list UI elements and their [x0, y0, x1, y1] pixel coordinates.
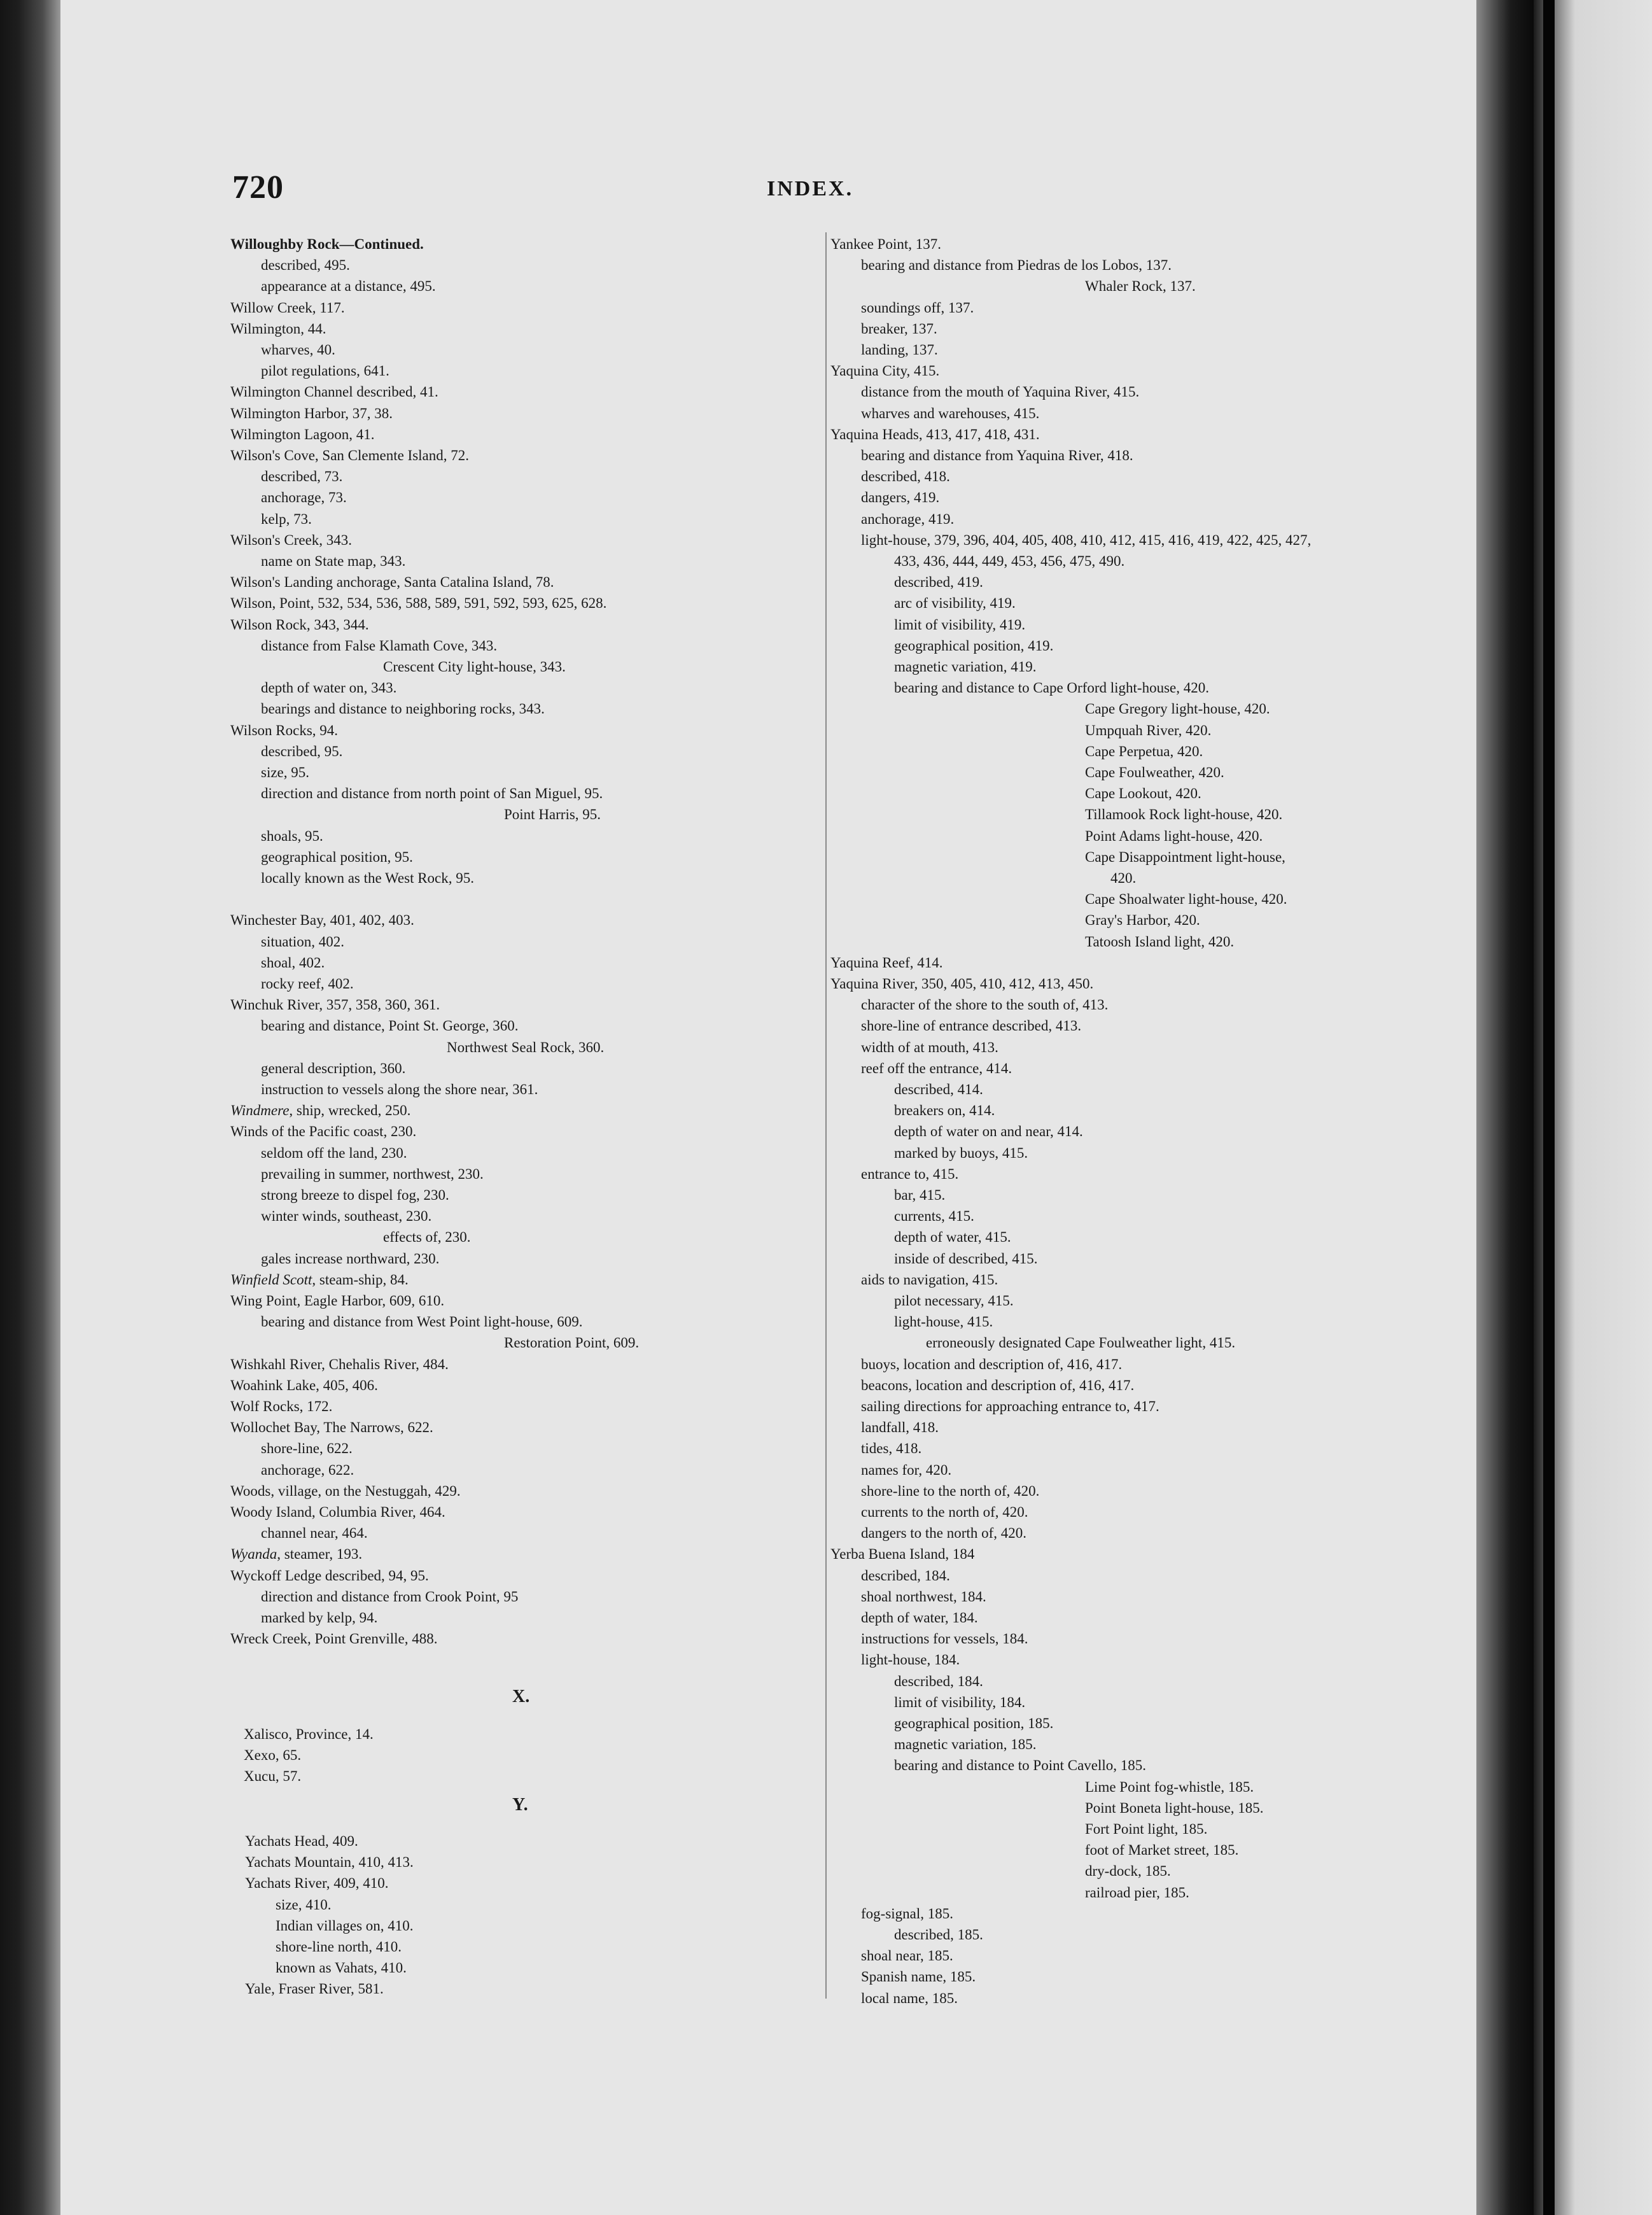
index-subentry: sailing directions for approaching entrance to, 417. — [861, 1398, 1159, 1414]
index-subentry: 420. — [1110, 870, 1137, 886]
index-subentry: Cape Lookout, 420. — [1085, 785, 1201, 802]
index-entry: Wing Point, Eagle Harbor, 609, 610. — [230, 1293, 445, 1309]
index-subentry: character of the shore to the south of, 413. — [861, 997, 1109, 1013]
index-subentry: known as Vahats, 410. — [276, 1960, 407, 1976]
index-subentry: Crescent City light-house, 343. — [383, 659, 566, 675]
index-subentry: shore-line of entrance described, 413. — [861, 1018, 1082, 1034]
index-subentry: aids to navigation, 415. — [861, 1271, 998, 1288]
index-subentry: magnetic variation, 419. — [894, 659, 1037, 675]
index-subentry: described, 184. — [861, 1567, 950, 1584]
index-subentry: described, 495. — [261, 257, 350, 274]
index-entry: Winfield Scott, steam-ship, 84. — [230, 1271, 409, 1288]
index-entry: Xexo, 65. — [244, 1747, 302, 1764]
index-entry: Yaquina Heads, 413, 417, 418, 431. — [830, 426, 1040, 442]
index-subentry: marked by buoys, 415. — [894, 1144, 1028, 1161]
index-subentry: geographical position, 419. — [894, 637, 1054, 654]
index-subentry: strong breeze to dispel fog, 230. — [261, 1187, 449, 1203]
index-subentry: Point Boneta light-house, 185. — [1085, 1799, 1264, 1816]
index-subentry: Cape Disappointment light-house, — [1085, 848, 1285, 865]
index-subentry: instructions for vessels, 184. — [861, 1631, 1028, 1647]
index-entry: Yachats Head, 409. — [245, 1833, 358, 1849]
index-subentry: distance from False Klamath Cove, 343. — [261, 637, 498, 654]
index-subentry: magnetic variation, 185. — [894, 1736, 1037, 1753]
index-subentry: appearance at a distance, 495. — [261, 278, 436, 295]
index-subentry: anchorage, 622. — [261, 1461, 354, 1478]
index-entry: Wilson Rocks, 94. — [230, 722, 339, 738]
index-subentry: fog-signal, 185. — [861, 1905, 954, 1922]
index-subentry: names for, 420. — [861, 1461, 952, 1478]
index-subentry: anchorage, 419. — [861, 510, 955, 527]
index-subentry: Lime Point fog-whistle, 185. — [1085, 1778, 1254, 1795]
index-subentry: shore-line north, 410. — [276, 1939, 402, 1955]
index-subentry: Point Harris, 95. — [504, 806, 601, 823]
index-entry: Yaquina City, 415. — [830, 363, 940, 379]
index-subentry: effects of, 230. — [383, 1229, 471, 1246]
index-entry: Willoughby Rock—Continued. — [230, 236, 424, 252]
index-subentry: wharves and warehouses, 415. — [861, 405, 1040, 421]
index-subentry: 433, 436, 444, 449, 453, 456, 475, 490. — [894, 553, 1125, 569]
index-subentry: entrance to, 415. — [861, 1165, 959, 1182]
index-subentry: Indian villages on, 410. — [276, 1917, 414, 1934]
index-subentry: marked by kelp, 94. — [261, 1610, 378, 1626]
column-divider — [825, 232, 827, 1999]
index-subentry: geographical position, 185. — [894, 1715, 1054, 1731]
index-subentry: bearing and distance to Point Cavello, 185. — [894, 1757, 1147, 1774]
index-subentry: local name, 185. — [861, 1990, 958, 2006]
index-subentry: Restoration Point, 609. — [504, 1335, 640, 1351]
index-entry: Wilmington Lagoon, 41. — [230, 426, 375, 442]
index-entry: Winds of the Pacific coast, 230. — [230, 1123, 417, 1140]
index-subentry: light-house, 415. — [894, 1314, 993, 1330]
index-entry: Yankee Point, 137. — [830, 236, 942, 252]
index-subentry: bearing and distance from Yaquina River, 418. — [861, 447, 1133, 463]
index-subentry: Gray's Harbor, 420. — [1085, 912, 1200, 929]
index-subentry: seldom off the land, 230. — [261, 1144, 407, 1161]
index-subentry: beacons, location and description of, 416, 417. — [861, 1377, 1135, 1393]
index-entry: Winchuk River, 357, 358, 360, 361. — [230, 997, 440, 1013]
index-subentry: erroneously designated Cape Foulweather light, 415. — [926, 1335, 1236, 1351]
index-subentry: dangers, 419. — [861, 489, 940, 506]
index-entry: Windmere, ship, wrecked, 250. — [230, 1102, 411, 1119]
index-entry: Wilson's Landing anchorage, Santa Catalina Island, 78. — [230, 574, 554, 591]
index-subentry: limit of visibility, 419. — [894, 616, 1026, 633]
index-entry: Yale, Fraser River, 581. — [245, 1981, 384, 1997]
index-subentry: depth of water, 184. — [861, 1610, 978, 1626]
index-entry: Yaquina River, 350, 405, 410, 412, 413, 450. — [830, 976, 1094, 992]
index-subentry: anchorage, 73. — [261, 489, 347, 506]
index-subentry: landfall, 418. — [861, 1419, 939, 1436]
index-entry: Wilson's Cove, San Clemente Island, 72. — [230, 447, 470, 463]
index-subentry: general description, 360. — [261, 1060, 406, 1076]
index-subentry: Fort Point light, 185. — [1085, 1821, 1208, 1837]
index-entry: Wilmington Harbor, 37, 38. — [230, 405, 393, 421]
index-subentry: shoal northwest, 184. — [861, 1588, 986, 1605]
index-subentry: foot of Market street, 185. — [1085, 1842, 1239, 1859]
index-subentry: light-house, 184. — [861, 1652, 960, 1668]
index-subentry: Spanish name, 185. — [861, 1969, 976, 1985]
index-subentry: limit of visibility, 184. — [894, 1694, 1026, 1710]
index-subentry: shoals, 95. — [261, 827, 323, 844]
index-subentry: arc of visibility, 419. — [894, 595, 1016, 612]
index-subentry: described, 418. — [861, 468, 950, 485]
index-subentry: depth of water on, 343. — [261, 680, 397, 696]
index-entry: Woods, village, on the Nestuggah, 429. — [230, 1482, 461, 1499]
index-entry: Wishkahl River, Chehalis River, 484. — [230, 1356, 449, 1372]
index-entry: Woody Island, Columbia River, 464. — [230, 1504, 445, 1520]
index-subentry: described, 414. — [894, 1081, 983, 1097]
page-title: INDEX. — [767, 177, 854, 200]
index-subentry: breaker, 137. — [861, 320, 937, 337]
index-subentry: railroad pier, 185. — [1085, 1884, 1189, 1901]
index-entry: Wollochet Bay, The Narrows, 622. — [230, 1419, 433, 1436]
index-entry: Wreck Creek, Point Grenville, 488. — [230, 1631, 438, 1647]
index-entry: Yachats River, 409, 410. — [245, 1875, 389, 1892]
index-subentry: direction and distance from north point of San Miguel, 95. — [261, 785, 603, 802]
index-subentry: Whaler Rock, 137. — [1085, 278, 1196, 295]
index-subentry: dangers to the north of, 420. — [861, 1525, 1026, 1542]
index-subentry: situation, 402. — [261, 933, 344, 950]
index-subentry: bearings and distance to neighboring rocks, 343. — [261, 701, 545, 717]
index-subentry: soundings off, 137. — [861, 299, 974, 316]
index-subentry: geographical position, 95. — [261, 848, 413, 865]
book-gutter — [1476, 0, 1534, 2215]
index-subentry: bearing and distance from Piedras de los Lobos, 137. — [861, 257, 1172, 274]
index-subentry: pilot necessary, 415. — [894, 1293, 1014, 1309]
index-subentry: shoal, 402. — [261, 954, 325, 971]
page-number: 720 — [232, 169, 284, 206]
index-subentry: described, 184. — [894, 1673, 983, 1689]
index-entry: Xalisco, Province, 14. — [244, 1726, 374, 1742]
index-subentry: kelp, 73. — [261, 510, 312, 527]
index-subentry: Cape Perpetua, 420. — [1085, 743, 1203, 759]
index-subentry: wharves, 40. — [261, 342, 335, 358]
index-subentry: bearing and distance to Cape Orford light-house, 420. — [894, 680, 1210, 696]
index-subentry: name on State map, 343. — [261, 553, 406, 569]
index-subentry: channel near, 464. — [261, 1525, 368, 1542]
index-subentry: reef off the entrance, 414. — [861, 1060, 1012, 1076]
section-letter-y: Y. — [512, 1795, 528, 1815]
index-subentry: described, 95. — [261, 743, 343, 759]
index-subentry: Cape Gregory light-house, 420. — [1085, 701, 1270, 717]
index-subentry: shore-line, 622. — [261, 1440, 353, 1457]
index-entry: Yachats Mountain, 410, 413. — [245, 1854, 414, 1871]
index-subentry: tides, 418. — [861, 1440, 922, 1457]
index-subentry: dry-dock, 185. — [1085, 1863, 1171, 1880]
index-subentry: light-house, 379, 396, 404, 405, 408, 410, 412, 415, 416, 419, 422, 425, 427, — [861, 531, 1312, 548]
index-entry: Wilmington Channel described, 41. — [230, 384, 438, 400]
index-subentry: described, 73. — [261, 468, 343, 485]
index-entry: Wilson's Creek, 343. — [230, 531, 353, 548]
facing-page-shadow — [1543, 0, 1555, 2215]
index-entry: Yerba Buena Island, 184 — [830, 1546, 975, 1563]
index-subentry: Cape Foulweather, 420. — [1085, 764, 1224, 780]
index-entry: Wilson, Point, 532, 534, 536, 588, 589, 591, 592, 593, 625, 628. — [230, 595, 607, 612]
index-entry: Wyckoff Ledge described, 94, 95. — [230, 1567, 429, 1584]
index-subentry: Umpquah River, 420. — [1085, 722, 1212, 738]
index-entry: Xucu, 57. — [244, 1768, 302, 1785]
index-subentry: shoal near, 185. — [861, 1948, 953, 1964]
index-subentry: distance from the mouth of Yaquina River, 415. — [861, 384, 1140, 400]
index-subentry: size, 410. — [276, 1896, 332, 1913]
index-subentry: Point Adams light-house, 420. — [1085, 827, 1263, 844]
index-subentry: pilot regulations, 641. — [261, 363, 389, 379]
index-subentry: currents to the north of, 420. — [861, 1504, 1028, 1520]
index-subentry: direction and distance from Crook Point, 95 — [261, 1588, 519, 1605]
index-subentry: depth of water, 415. — [894, 1229, 1011, 1246]
index-subentry: locally known as the West Rock, 95. — [261, 870, 475, 886]
index-subentry: width of at mouth, 413. — [861, 1039, 998, 1055]
index-subentry: size, 95. — [261, 764, 310, 780]
index-entry: Wolf Rocks, 172. — [230, 1398, 333, 1414]
index-entry: Wilmington, 44. — [230, 320, 326, 337]
index-entry: Willow Creek, 117. — [230, 299, 345, 316]
index-subentry: Northwest Seal Rock, 360. — [447, 1039, 605, 1055]
index-subentry: described, 185. — [894, 1927, 983, 1943]
index-subentry: shore-line to the north of, 420. — [861, 1482, 1040, 1499]
index-subentry: currents, 415. — [894, 1208, 974, 1225]
index-subentry: buoys, location and description of, 416, 417. — [861, 1356, 1123, 1372]
index-entry: Yaquina Reef, 414. — [830, 954, 943, 971]
index-entry: Winchester Bay, 401, 402, 403. — [230, 912, 414, 929]
index-subentry: Tatoosh Island light, 420. — [1085, 933, 1235, 950]
index-subentry: bearing and distance from West Point light-house, 609. — [261, 1314, 583, 1330]
index-subentry: bar, 415. — [894, 1187, 946, 1203]
index-subentry: winter winds, southeast, 230. — [261, 1208, 432, 1225]
index-subentry: instruction to vessels along the shore near, 361. — [261, 1081, 538, 1097]
index-entry: Wilson Rock, 343, 344. — [230, 616, 369, 633]
index-subentry: landing, 137. — [861, 342, 938, 358]
index-subentry: rocky reef, 402. — [261, 976, 354, 992]
index-subentry: depth of water on and near, 414. — [894, 1123, 1083, 1140]
section-letter-x: X. — [512, 1687, 530, 1706]
index-subentry: gales increase northward, 230. — [261, 1250, 440, 1267]
index-subentry: bearing and distance, Point St. George, 360. — [261, 1018, 519, 1034]
index-subentry: Cape Shoalwater light-house, 420. — [1085, 891, 1287, 908]
index-subentry: prevailing in summer, northwest, 230. — [261, 1165, 484, 1182]
index-subentry: described, 419. — [894, 574, 983, 591]
index-entry: Wyanda, steamer, 193. — [230, 1546, 363, 1563]
index-entry: Woahink Lake, 405, 406. — [230, 1377, 378, 1393]
index-subentry: Tillamook Rock light-house, 420. — [1085, 806, 1283, 823]
index-subentry: breakers on, 414. — [894, 1102, 995, 1119]
index-subentry: inside of described, 415. — [894, 1250, 1038, 1267]
book-edge-left — [0, 0, 60, 2215]
